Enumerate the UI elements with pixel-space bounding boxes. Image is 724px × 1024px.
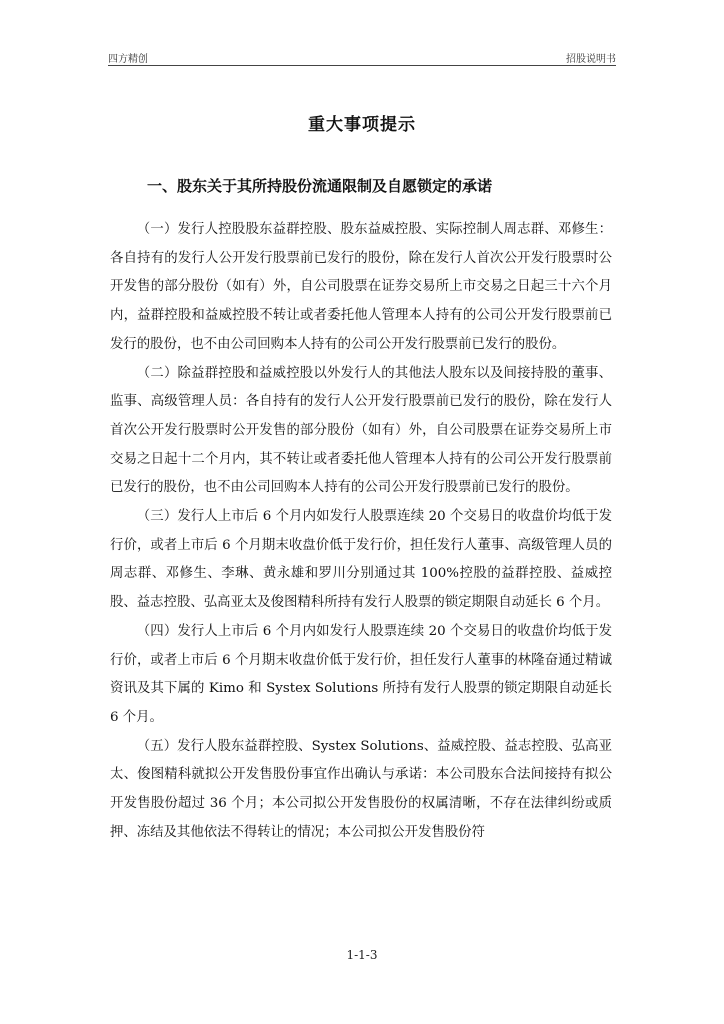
paragraph-2: （二）除益群控股和益威控股以外发行人的其他法人股东以及间接持股的董事、监事、高级管理人员：各自持有的发行人公开发行股票前已发行的股份，除在发行人首次公开发行股票时公开发售的部分股份（如有）外，自公司股票在证券交易所上市交易之日起十二个月内，其不转让或者委托他人管理本人持有的公司公开发行股票前已发行的股份，也不由公司回购本人持有的公司公开发行股票前已发行的股份。 bbox=[110, 365, 612, 496]
page-number: 1-1-3 bbox=[346, 948, 378, 962]
header-document-type: 招股说明书 bbox=[566, 54, 616, 65]
section-heading: 一、股东关于其所持股份流通限制及自愿锁定的承诺 bbox=[147, 177, 493, 195]
paragraph-4: （四）发行人上市后 6 个月内如发行人股票连续 20 个交易日的收盘价均低于发行价，或者上市后 6 个月期末收盘价低于发行价，担任发行人董事的林隆奋通过精诚资讯及其下属的 Kimo 和 Systex Solutions 所持有发行人股票的锁定期限自动延长 6 个月。 bbox=[110, 623, 612, 725]
paragraph-3: （三）发行人上市后 6 个月内如发行人股票连续 20 个交易日的收盘价均低于发行价，或者上市后 6 个月期末收盘价低于发行价，担任发行人董事、高级管理人员的周志群、邓修生、李琳、黄永雄和罗川分别通过其 100%控股的益群控股、益威控股、益志控股、弘高亚太及俊图精科所持有发行人股票的锁定期限自动延长 6 个月。 bbox=[110, 509, 612, 611]
paragraph-1: （一）发行人控股股东益群控股、股东益威控股、实际控制人周志群、邓修生：各自持有的发行人公开发行股票前已发行的股份，除在发行人首次公开发行股票时公开发售的部分股份（如有）外，自公司股票在证券交易所上市交易之日起三十六个月内，益群控股和益威控股不转让或者委托他人管理本人持有的公司公开发行股票前已发行的股份，也不由公司回购本人持有的公司公开发行股票前已发行的股份。 bbox=[110, 222, 612, 352]
header-divider bbox=[108, 65, 616, 66]
body-text bbox=[110, 216, 612, 847]
header-company-name: 四方精创 bbox=[108, 54, 148, 65]
document-title: 重大事项提示 bbox=[308, 115, 416, 135]
page-header bbox=[108, 50, 616, 66]
paragraph-5: （五）发行人股东益群控股、Systex Solutions、益威控股、益志控股、弘高亚太、俊图精科就拟公开发售股份事宜作出确认与承诺：本公司股东合法间接持有拟公开发售股份超过 36 个月；本公司拟公开发售股份的权属清晰，不存在法律纠纷或质押、冻结及其他依法不得转让的情况；本公司拟公开发售股份符 bbox=[110, 738, 612, 840]
